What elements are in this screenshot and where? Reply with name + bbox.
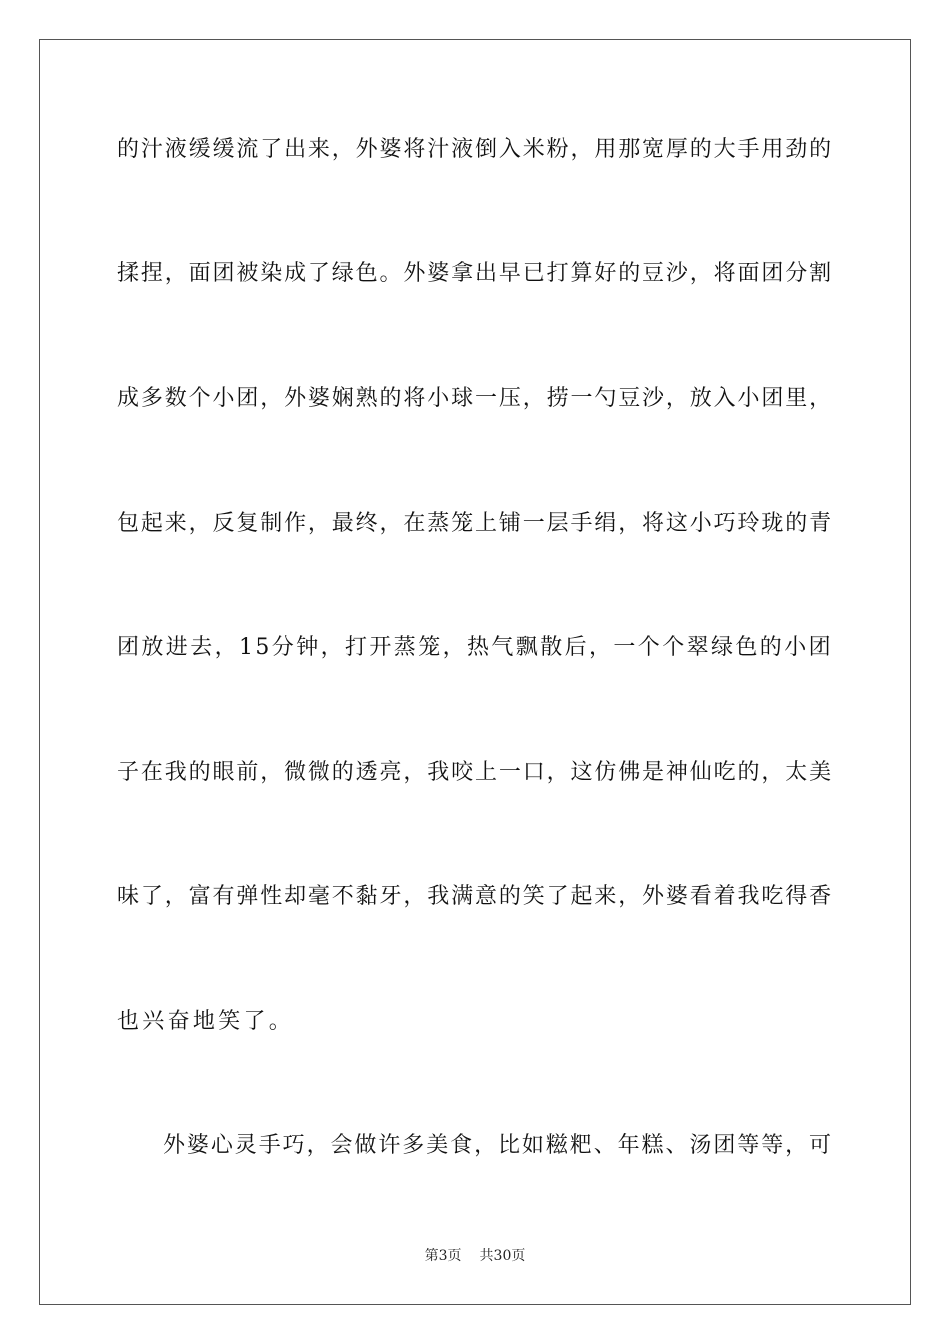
text-line-8: 也兴奋地笑了。 <box>117 1009 295 1034</box>
text-line-5: 团放进去，15分钟，打开蒸笼，热气飘散后，一个个翠绿色的小团 <box>117 635 833 660</box>
text-line-7: 味了，富有弹性却毫不黏牙，我满意的笑了起来，外婆看着我吃得香 <box>117 884 833 909</box>
page-frame <box>39 39 911 1305</box>
page-footer <box>0 1246 950 1266</box>
text-line-6: 子在我的眼前，微微的透亮，我咬上一口，这仿佛是神仙吃的，太美 <box>117 760 833 785</box>
text-line-1: 的汁液缓缓流了出来，外婆将汁液倒入米粉，用那宽厚的大手用劲的 <box>117 137 833 162</box>
total-pages: 共30页 <box>479 1248 526 1264</box>
text-line-3: 成多数个小团，外婆娴熟的将小球一压，捞一勺豆沙，放入小团里， <box>117 386 833 411</box>
current-page-number: 第3页 <box>424 1248 462 1264</box>
text-line-2: 揉捏，面团被染成了绿色。外婆拿出早已打算好的豆沙，将面团分割 <box>117 261 833 286</box>
text-line-4: 包起来，反复制作，最终，在蒸笼上铺一层手绢，将这小巧玲珑的青 <box>117 511 833 536</box>
paragraph-2-first-line: 外婆心灵手巧，会做许多美食，比如糍粑、年糕、汤团等等，可 <box>163 1133 833 1158</box>
